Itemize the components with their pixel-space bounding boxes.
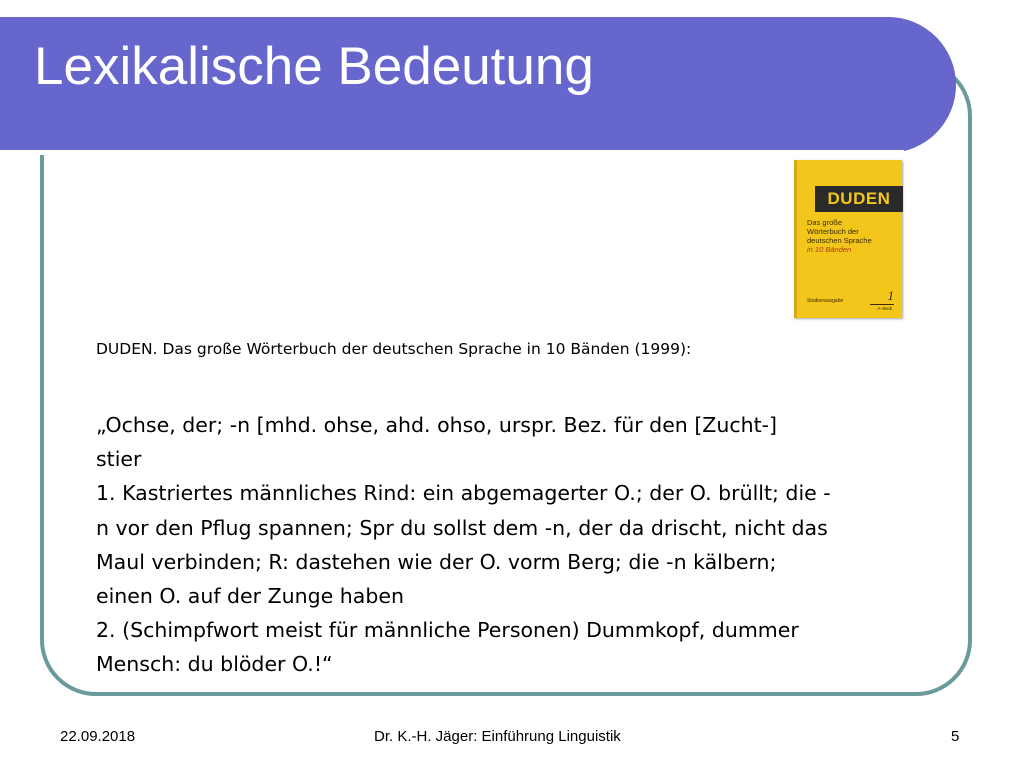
slide-title: Lexikalische Bedeutung — [34, 37, 594, 96]
footer-author-course: Dr. K.-H. Jäger: Einführung Linguistik — [374, 728, 621, 745]
book-brand-label: DUDEN — [815, 186, 903, 212]
footer-date: 22.09.2018 — [60, 728, 136, 745]
book-subtitle — [807, 218, 897, 254]
entry-line: 2. (Schimpfwort meist für männliche Personen) Dummkopf, dummer — [96, 618, 799, 643]
source-citation: DUDEN. Das große Wörterbuch der deutschen Sprache in 10 Bänden (1999): — [96, 340, 692, 358]
book-volume-range: A–Bedi — [877, 306, 892, 311]
entry-line: Mensch: du blöder O.!“ — [96, 652, 333, 677]
entry-line: „Ochse, der; -n [mhd. ohse, ahd. ohso, urspr. Bez. für den [Zucht-] — [96, 413, 778, 437]
title-underline — [0, 150, 904, 155]
entry-line: einen O. auf der Zunge haben — [96, 584, 404, 609]
entry-line: Maul verbinden; R: dastehen wie der O. vorm Berg; die -n kälbern; — [96, 549, 777, 574]
footer-page-number: 5 — [951, 728, 960, 745]
dictionary-entry — [96, 408, 956, 682]
book-volume-number: 1 — [870, 288, 895, 305]
book-subtitle-accent: in 10 Bänden — [807, 245, 852, 254]
entry-line: n vor den Pflug spannen; Spr du sollst dem -n, der da drischt, nicht das — [96, 515, 828, 540]
duden-book-cover-image — [794, 160, 902, 318]
entry-line: 1. Kastriertes männliches Rind: ein abgemagerter O.; der O. brüllt; die - — [96, 481, 831, 506]
book-edition: Studienausgabe — [807, 298, 844, 304]
book-subtitle-text: Das große Wörterbuch der deutschen Sprache — [807, 218, 872, 245]
entry-line: stier — [96, 447, 142, 472]
